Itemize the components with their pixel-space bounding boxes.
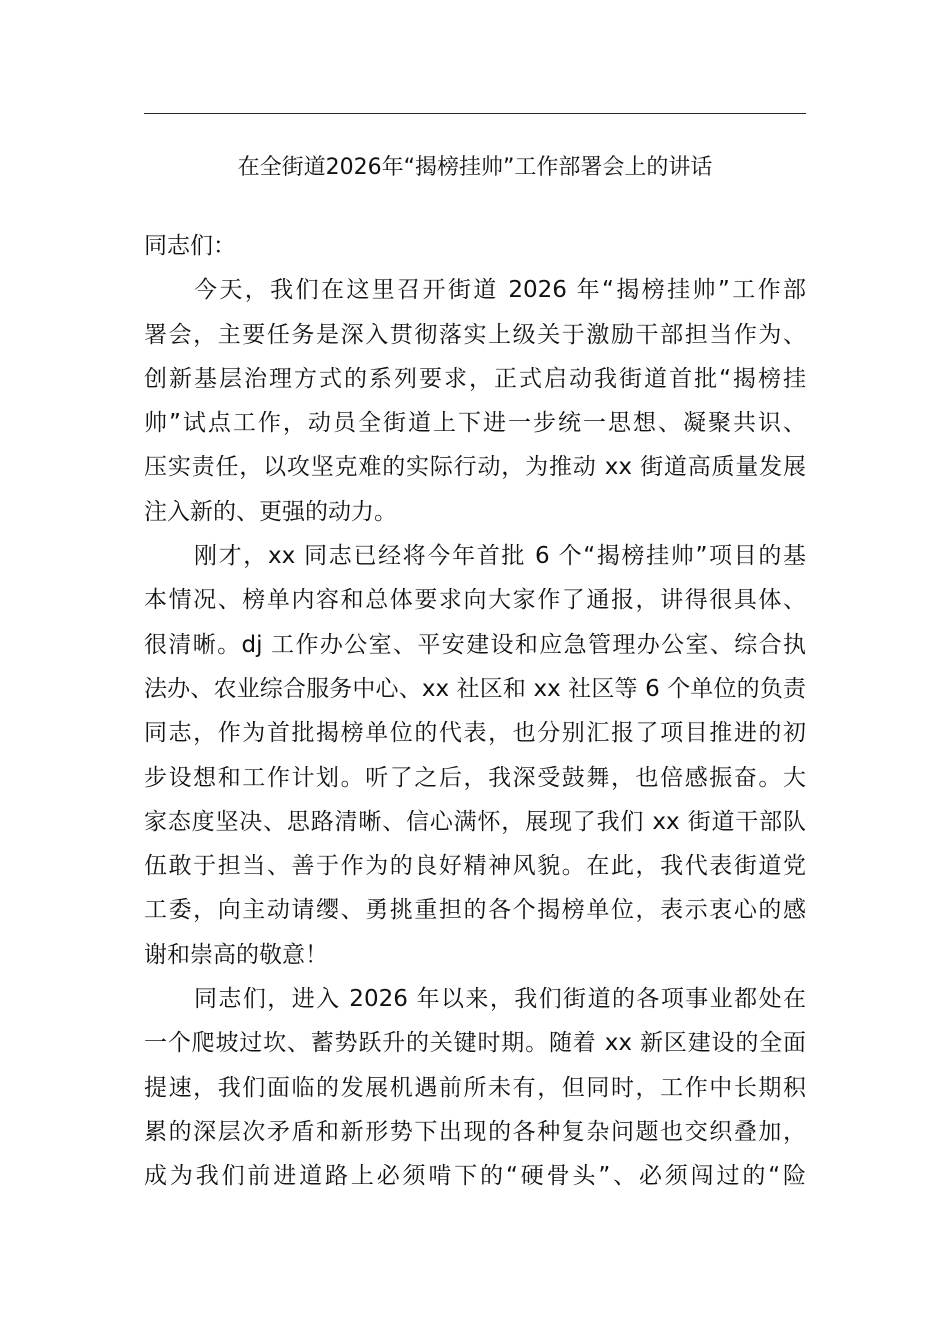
paragraph-2-line: 法办、农业综合服务中心、xx 社区和 xx 社区等 6 个单位的负责 — [144, 675, 806, 702]
document-body — [144, 224, 806, 1199]
paragraph-3-line: 累的深层次矛盾和新形势下出现的各种复杂问题也交织叠加， — [144, 1118, 806, 1145]
paragraph-2-line: 很清晰。dj 工作办公室、平安建设和应急管理办公室、综合执 — [144, 631, 806, 658]
paragraph-1-line: 署会，主要任务是深入贯彻落实上级关于激励干部担当作为、 — [144, 321, 806, 348]
paragraph-3-line: 同志们，进入 2026 年以来，我们街道的各项事业都处在 — [194, 986, 806, 1013]
paragraph-2-line: 步设想和工作计划。听了之后，我深受鼓舞，也倍感振奋。大 — [144, 764, 806, 791]
paragraph-2-line: 工委，向主动请缨、勇挑重担的各个揭榜单位，表示衷心的感 — [144, 897, 806, 924]
paragraph-3-line: 提速，我们面临的发展机遇前所未有，但同时，工作中长期积 — [144, 1074, 806, 1101]
paragraph-2-line: 伍敢于担当、善于作为的良好精神风貌。在此，我代表街道党 — [144, 853, 806, 880]
paragraph-2-line: 同志，作为首批揭榜单位的代表，也分别汇报了项目推进的初 — [144, 720, 806, 747]
paragraph-3-line: 一个爬坡过坎、蓄势跃升的关键时期。随着 xx 新区建设的全面 — [144, 1030, 806, 1057]
header-rule — [144, 113, 806, 114]
salutation: 同志们： — [144, 233, 236, 259]
paragraph-3-line: 成为我们前进道路上必须啃下的“硬骨头”、必须闯过的“险 — [144, 1163, 806, 1190]
paragraph-2-line: 本情况、榜单内容和总体要求向大家作了通报，讲得很具体、 — [144, 587, 806, 614]
paragraph-2-line: 家态度坚决、思路清晰、信心满怀，展现了我们 xx 街道干部队 — [144, 808, 806, 835]
paragraph-1-line: 创新基层治理方式的系列要求，正式启动我街道首批“揭榜挂 — [144, 365, 806, 392]
paragraph-2-line: 谢和崇高的敬意！ — [144, 941, 328, 968]
document-title: 在全街道2026年“揭榜挂帅”工作部署会上的讲话 — [237, 155, 713, 180]
paragraph-2-line: 刚才，xx 同志已经将今年首批 6 个“揭榜挂帅”项目的基 — [194, 543, 806, 570]
paragraph-1-line: 压实责任，以攻坚克难的实际行动，为推动 xx 街道高质量发展 — [144, 454, 806, 481]
paragraph-1-line: 注入新的、更强的动力。 — [144, 498, 397, 525]
paragraph-1-line: 今天，我们在这里召开街道 2026 年“揭榜挂帅”工作部 — [194, 277, 806, 304]
paragraph-1-line: 帅”试点工作，动员全街道上下进一步统一思想、凝聚共识、 — [144, 410, 806, 437]
